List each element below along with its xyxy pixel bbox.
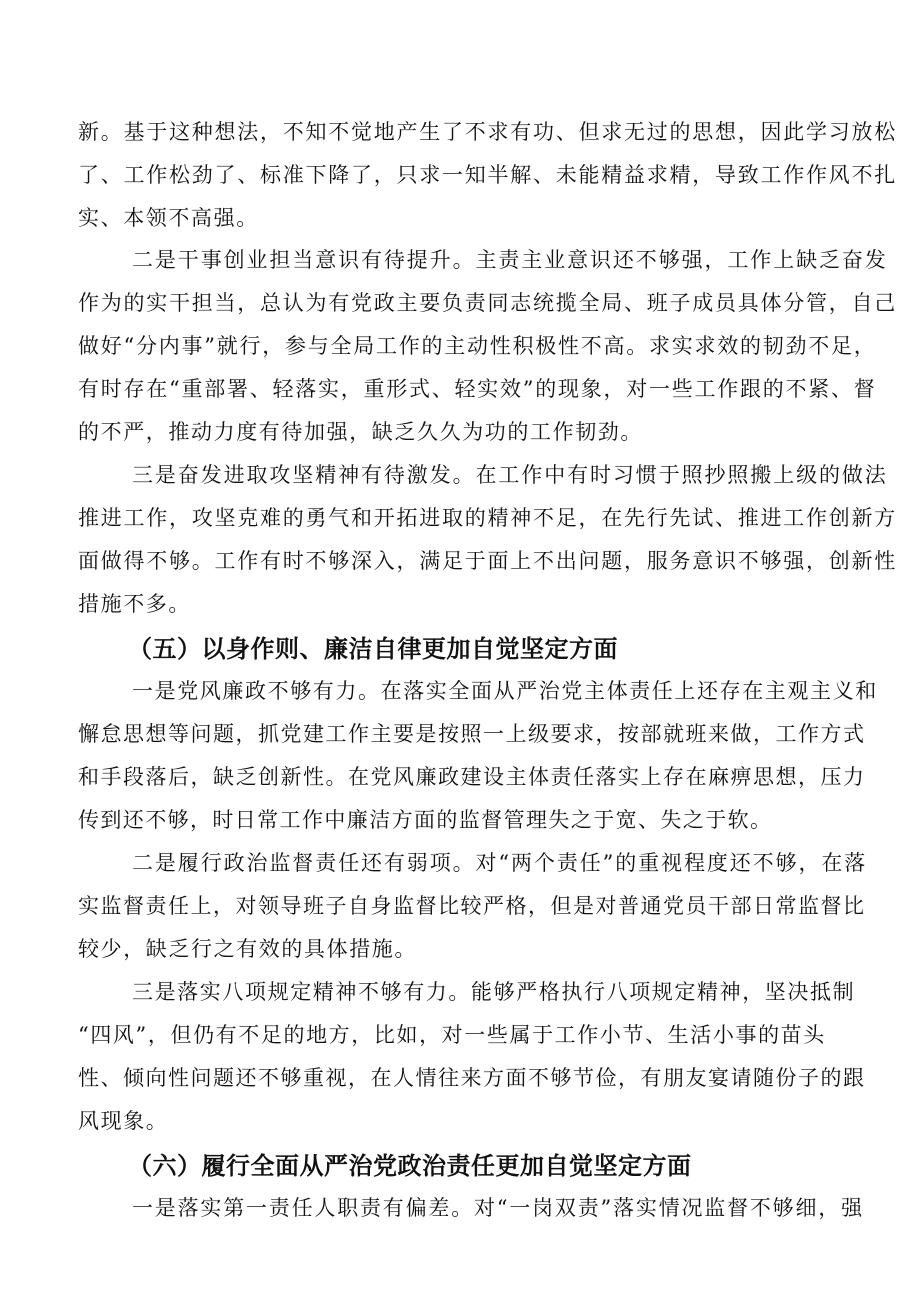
section-heading: （六）履行全面从严治党政治责任更加自觉坚定方面	[128, 1152, 692, 1180]
paragraph-line: 性、倾向性问题还不够重视，在人情往来方面不够节俭，有朋友宴请随份子的跟	[78, 1066, 866, 1090]
paragraph-line: 的不严，推动力度有待加强，缺乏久久为功的工作韧劲。	[78, 420, 643, 444]
paragraph-line: 一是党风廉政不够有力。在落实全面从严治党主体责任上还存在主观主义和	[132, 679, 878, 703]
paragraph-line: 和手段落后，缺乏创新性。在党风廉政建设主体责任落实上存在麻痹思想，压力	[78, 765, 866, 789]
paragraph-line: 传到还不够，时日常工作中廉洁方面的监督管理失之于宽、失之于软。	[78, 808, 773, 832]
paragraph-line: 三是奋发进取攻坚精神有待激发。在工作中有时习惯于照抄照搬上级的做法	[132, 463, 888, 487]
paragraph-line: 措施不多。	[78, 592, 191, 616]
paragraph-line: 新。基于这种想法，不知不觉地产生了不求有功、但求无过的思想，因此学习放松	[78, 120, 897, 144]
paragraph-line: 了、工作松劲了、标准下降了，只求一知半解、未能精益求精，导致工作作风不扎	[78, 163, 897, 187]
paragraph-line: 三是落实八项规定精神不够有力。能够严格执行八项规定精神，坚决抵制	[132, 980, 856, 1004]
paragraph-line: 风现象。	[78, 1109, 169, 1133]
paragraph-line: 懈怠思想等问题，抓党建工作主要是按照一上级要求，按部就班来做，工作方式	[78, 722, 866, 746]
paragraph-line: 有时存在“重部署、轻落实，重形式、轻实效”的现象，对一些工作跟的不紧、督	[78, 377, 877, 401]
paragraph-line: 作为的实干担当，总认为有党政主要负责同志统揽全局、班子成员具体分管，自己	[78, 291, 897, 315]
paragraph-line: 做好“分内事”就行，参与全局工作的主动性积极性不高。求实求效的韧劲不足，	[78, 334, 877, 358]
section-heading: （五）以身作则、廉洁自律更加自觉坚定方面	[128, 635, 618, 663]
paragraph-line: 实、本领不高强。	[78, 206, 259, 230]
paragraph-line: 较少，缺乏行之有效的具体措施。	[78, 937, 417, 961]
paragraph-line: 推进工作，攻坚克难的勇气和开拓进取的精神不足，在先行先试、推进工作创新方	[78, 506, 897, 530]
paragraph-line: 一是落实第一责任人职责有偏差。对“一岗双责”落实情况监督不够细，强	[132, 1196, 864, 1220]
paragraph-line: 面做得不够。工作有时不够深入，满足于面上不出问题，服务意识不够强，创新性	[78, 549, 897, 573]
paragraph-line: 二是履行政治监督责任还有弱项。对“两个责任”的重视程度还不够，在落	[132, 851, 868, 875]
paragraph-line: 实监督责任上，对领导班子自身监督比较严格，但是对普通党员干部日常监督比	[78, 894, 866, 918]
paragraph-line: “四风”，但仍有不足的地方，比如，对一些属于工作小节、生活小事的苗头	[78, 1023, 826, 1047]
paragraph-line: 二是干事创业担当意识有待提升。主责主业意识还不够强，工作上缺乏奋发	[132, 248, 888, 272]
